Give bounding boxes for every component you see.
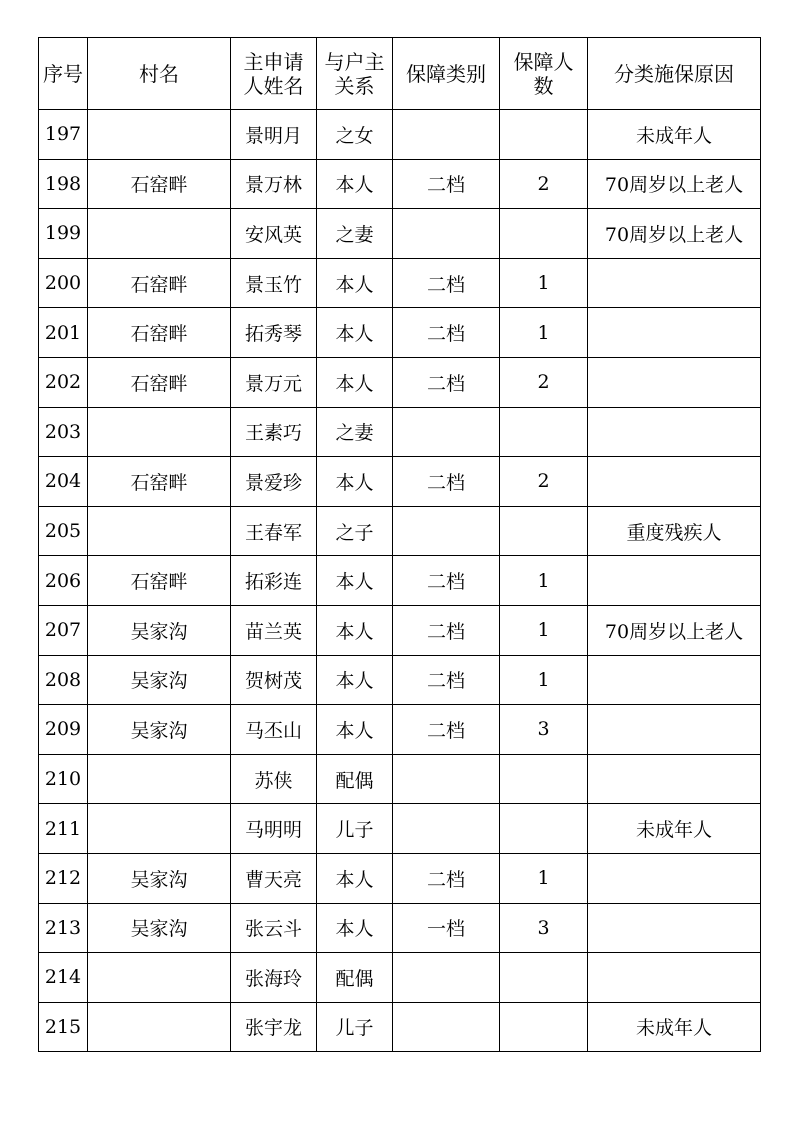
- cell-village: 吴家沟: [88, 903, 231, 953]
- cell-reason: [588, 556, 761, 606]
- header-reason: 分类施保原因: [588, 38, 761, 110]
- cell-relation: 之女: [317, 110, 393, 160]
- cell-relation: 本人: [317, 655, 393, 705]
- cell-count: 1: [500, 605, 588, 655]
- cell-category: [393, 1002, 500, 1052]
- cell-index: 209: [39, 705, 88, 755]
- cell-reason: [588, 457, 761, 507]
- cell-category: 二档: [393, 457, 500, 507]
- cell-reason: [588, 754, 761, 804]
- cell-index: 204: [39, 457, 88, 507]
- cell-index: 205: [39, 506, 88, 556]
- cell-name: 曹天亮: [231, 853, 317, 903]
- cell-relation: 本人: [317, 853, 393, 903]
- cell-village: [88, 506, 231, 556]
- table-row: [39, 655, 761, 705]
- header-applicant-label: 主申请人姓名: [243, 49, 304, 98]
- cell-relation: 本人: [317, 457, 393, 507]
- cell-relation: 本人: [317, 556, 393, 606]
- header-relation-label: 与户主关系: [324, 49, 385, 98]
- cell-category: [393, 506, 500, 556]
- cell-reason: [588, 655, 761, 705]
- cell-category: [393, 110, 500, 160]
- cell-count: 1: [500, 853, 588, 903]
- cell-name: 马丕山: [231, 705, 317, 755]
- cell-index: 208: [39, 655, 88, 705]
- cell-relation: 本人: [317, 605, 393, 655]
- cell-count: 1: [500, 556, 588, 606]
- table-row: [39, 556, 761, 606]
- cell-village: [88, 754, 231, 804]
- table-row: [39, 308, 761, 358]
- cell-name: 王春军: [231, 506, 317, 556]
- cell-village: 石窑畔: [88, 258, 231, 308]
- cell-count: [500, 110, 588, 160]
- header-relation: [317, 38, 393, 110]
- cell-category: 二档: [393, 357, 500, 407]
- cell-name: 景万元: [231, 357, 317, 407]
- cell-name: 拓彩连: [231, 556, 317, 606]
- cell-relation: 之子: [317, 506, 393, 556]
- cell-reason: [588, 903, 761, 953]
- cell-relation: 本人: [317, 357, 393, 407]
- cell-relation: 配偶: [317, 754, 393, 804]
- table-row: [39, 209, 761, 259]
- cell-name: 苗兰英: [231, 605, 317, 655]
- cell-category: [393, 804, 500, 854]
- cell-village: [88, 110, 231, 160]
- cell-relation: 配偶: [317, 953, 393, 1003]
- cell-village: [88, 953, 231, 1003]
- cell-village: [88, 804, 231, 854]
- cell-index: 215: [39, 1002, 88, 1052]
- table-row: [39, 159, 761, 209]
- cell-index: 211: [39, 804, 88, 854]
- cell-name: 贺树茂: [231, 655, 317, 705]
- cell-category: 二档: [393, 655, 500, 705]
- header-applicant: [231, 38, 317, 110]
- table-header-row: [39, 38, 761, 110]
- cell-name: 拓秀琴: [231, 308, 317, 358]
- cell-name: 景明月: [231, 110, 317, 160]
- cell-reason: [588, 705, 761, 755]
- cell-category: 二档: [393, 159, 500, 209]
- cell-count: [500, 754, 588, 804]
- cell-category: 二档: [393, 605, 500, 655]
- assistance-roster-table: [38, 37, 761, 1052]
- header-count-label: 保障人数: [513, 49, 574, 98]
- cell-name: 苏侠: [231, 754, 317, 804]
- cell-count: 1: [500, 655, 588, 705]
- cell-count: [500, 1002, 588, 1052]
- cell-count: [500, 209, 588, 259]
- cell-category: 二档: [393, 308, 500, 358]
- table-row: [39, 804, 761, 854]
- cell-village: 吴家沟: [88, 705, 231, 755]
- cell-reason: [588, 258, 761, 308]
- cell-index: 200: [39, 258, 88, 308]
- cell-index: 197: [39, 110, 88, 160]
- table-row: [39, 903, 761, 953]
- table-row: [39, 506, 761, 556]
- cell-category: [393, 407, 500, 457]
- cell-relation: 本人: [317, 705, 393, 755]
- cell-index: 212: [39, 853, 88, 903]
- cell-count: 3: [500, 903, 588, 953]
- cell-index: 206: [39, 556, 88, 606]
- cell-category: 一档: [393, 903, 500, 953]
- cell-reason: [588, 853, 761, 903]
- cell-count: [500, 506, 588, 556]
- cell-category: [393, 754, 500, 804]
- table-body: [39, 110, 761, 1052]
- table-row: [39, 357, 761, 407]
- cell-index: 203: [39, 407, 88, 457]
- cell-reason: 未成年人: [588, 1002, 761, 1052]
- cell-reason: 70周岁以上老人: [588, 605, 761, 655]
- cell-name: 景玉竹: [231, 258, 317, 308]
- cell-index: 201: [39, 308, 88, 358]
- cell-count: 2: [500, 357, 588, 407]
- cell-relation: 本人: [317, 159, 393, 209]
- cell-category: [393, 953, 500, 1003]
- cell-village: 石窑畔: [88, 308, 231, 358]
- cell-reason: [588, 953, 761, 1003]
- cell-name: 张宇龙: [231, 1002, 317, 1052]
- cell-name: 王素巧: [231, 407, 317, 457]
- cell-village: [88, 407, 231, 457]
- cell-relation: 儿子: [317, 804, 393, 854]
- cell-reason: 未成年人: [588, 804, 761, 854]
- header-index: 序号: [39, 38, 88, 110]
- header-category: 保障类别: [393, 38, 500, 110]
- cell-reason: [588, 357, 761, 407]
- cell-index: 213: [39, 903, 88, 953]
- cell-relation: 之妻: [317, 209, 393, 259]
- cell-count: 1: [500, 308, 588, 358]
- table-row: [39, 1002, 761, 1052]
- table-row: [39, 605, 761, 655]
- cell-village: 吴家沟: [88, 655, 231, 705]
- cell-count: 2: [500, 457, 588, 507]
- cell-reason: 重度残疾人: [588, 506, 761, 556]
- table-row: [39, 953, 761, 1003]
- cell-village: 石窑畔: [88, 159, 231, 209]
- cell-reason: [588, 407, 761, 457]
- cell-name: 张海玲: [231, 953, 317, 1003]
- cell-reason: 未成年人: [588, 110, 761, 160]
- cell-category: 二档: [393, 705, 500, 755]
- cell-relation: 之妻: [317, 407, 393, 457]
- header-village: 村名: [88, 38, 231, 110]
- cell-count: 2: [500, 159, 588, 209]
- cell-village: 石窑畔: [88, 556, 231, 606]
- cell-name: 景爱珍: [231, 457, 317, 507]
- cell-name: 张云斗: [231, 903, 317, 953]
- cell-village: 石窑畔: [88, 457, 231, 507]
- table-row: [39, 754, 761, 804]
- cell-category: 二档: [393, 853, 500, 903]
- cell-index: 202: [39, 357, 88, 407]
- cell-name: 马明明: [231, 804, 317, 854]
- cell-village: [88, 1002, 231, 1052]
- cell-category: [393, 209, 500, 259]
- cell-reason: [588, 308, 761, 358]
- cell-count: [500, 407, 588, 457]
- cell-reason: 70周岁以上老人: [588, 209, 761, 259]
- cell-index: 207: [39, 605, 88, 655]
- cell-village: [88, 209, 231, 259]
- cell-village: 吴家沟: [88, 853, 231, 903]
- table-row: [39, 258, 761, 308]
- cell-index: 214: [39, 953, 88, 1003]
- cell-index: 198: [39, 159, 88, 209]
- cell-relation: 本人: [317, 258, 393, 308]
- table-row: [39, 407, 761, 457]
- cell-relation: 本人: [317, 308, 393, 358]
- cell-category: 二档: [393, 556, 500, 606]
- cell-count: 3: [500, 705, 588, 755]
- cell-count: [500, 804, 588, 854]
- cell-category: 二档: [393, 258, 500, 308]
- table-row: [39, 853, 761, 903]
- cell-reason: 70周岁以上老人: [588, 159, 761, 209]
- header-count: [500, 38, 588, 110]
- table-row: [39, 110, 761, 160]
- cell-village: 吴家沟: [88, 605, 231, 655]
- cell-count: [500, 953, 588, 1003]
- cell-relation: 本人: [317, 903, 393, 953]
- cell-index: 199: [39, 209, 88, 259]
- table-row: [39, 457, 761, 507]
- table-row: [39, 705, 761, 755]
- cell-village: 石窑畔: [88, 357, 231, 407]
- cell-index: 210: [39, 754, 88, 804]
- cell-name: 安风英: [231, 209, 317, 259]
- cell-relation: 儿子: [317, 1002, 393, 1052]
- cell-name: 景万林: [231, 159, 317, 209]
- cell-count: 1: [500, 258, 588, 308]
